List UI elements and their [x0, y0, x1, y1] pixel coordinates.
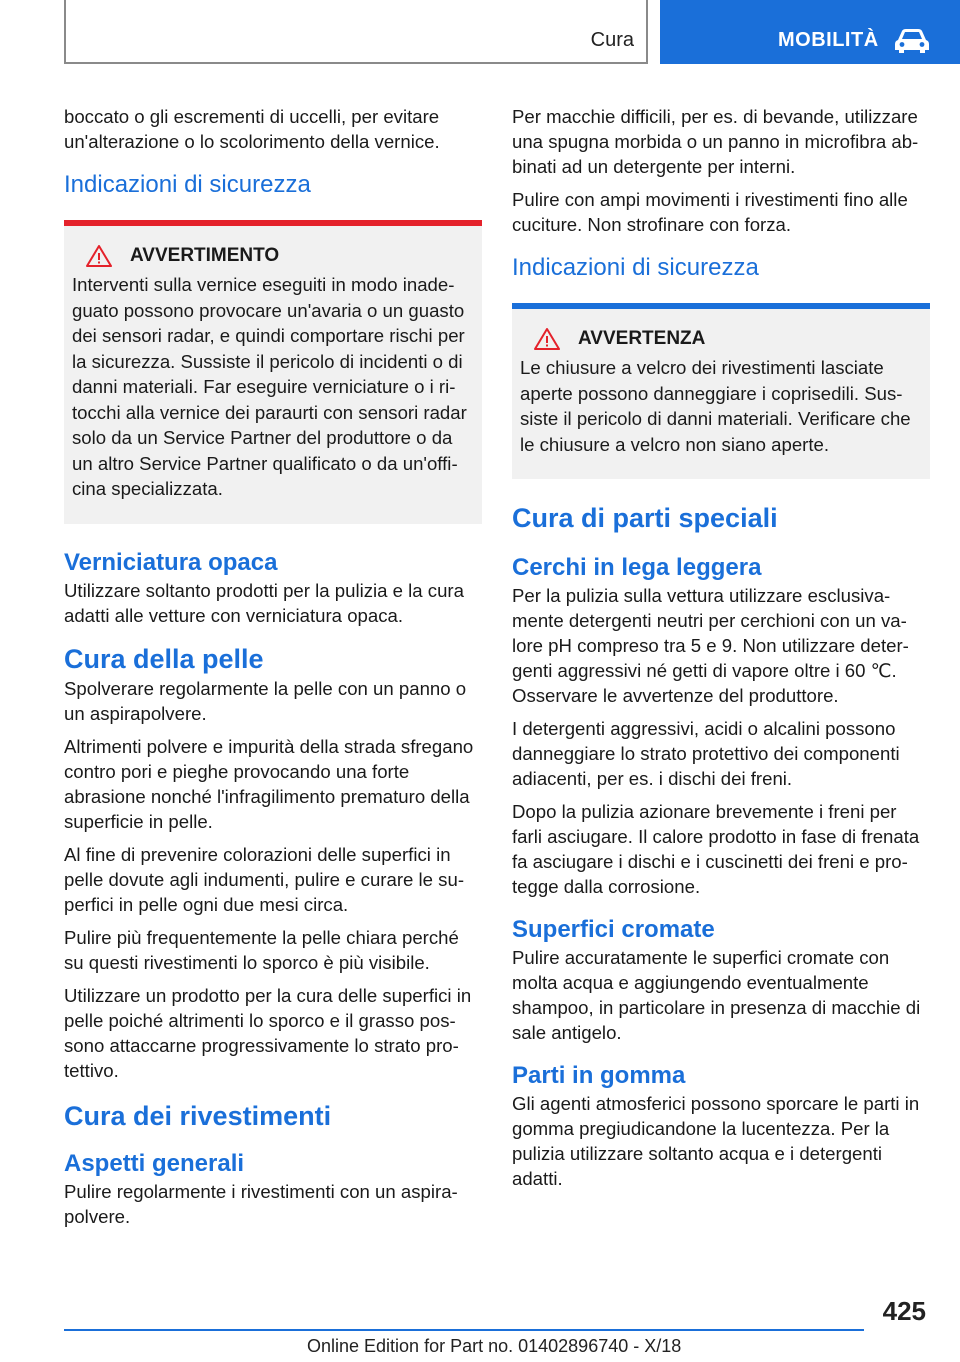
warning-triangle-icon: [534, 327, 560, 351]
stain-text: Per macchie difficili, per es. di bevande, utilizzare una spugna morbida o un panno in microfibra abbinati ad un detergente per interni.: [512, 106, 919, 177]
warning-title: AVVERTIMENTO: [130, 245, 280, 266]
leather-paragraph: Al fine di prevenire colorazioni delle superfici in pelle dovute agli indumenti, pulire e curare le superfici in pelle ogni due mesi circa.: [64, 843, 465, 915]
rims-paragraph: Per la pulizia sulla vettura utilizzare esclusivamente detergenti neutri per cerchioni con un valore pH compreso tra 5 e 9. Non utilizzare detergenti aggressivi né getti di vapore oltre i 60 ℃. Osservare le avvertenze del produttore.: [512, 585, 909, 706]
warning-title: AVVERTENZA: [578, 328, 706, 349]
matte-text: Utilizzare soltanto prodotti per la pulizia e la cura adatti alle vetture con verniciatura opaca.: [64, 579, 464, 626]
chrome-text: Pulire accuratamente le superfici cromate con molta acqua e aggiungendo eventualmente shampoo, in particolare in presenza di macchie di sale antigelo.: [512, 947, 921, 1043]
warning-box-velcro: [512, 303, 930, 479]
header-chapter-label: MOBILITÀ: [778, 29, 879, 51]
leather-paragraph: Spolverare regolarmente la pelle con un panno o un aspirapolvere.: [64, 677, 467, 724]
rims-paragraph: I detergenti aggressivi, acidi o alcalini possono danneggiare lo strato protettivo dei componenti adiacenti, per es. i dischi dei freni.: [512, 718, 900, 789]
warning-triangle-icon: [86, 244, 112, 268]
chrome-heading: Superfici cromate: [512, 916, 715, 943]
leather-paragraph: Utilizzare un prodotto per la cura delle superfici in pelle poiché altrimenti lo sporco e il grasso possono attaccarne progressivamente lo strato protettivo.: [64, 984, 472, 1081]
header-section-box: [64, 0, 648, 64]
safety-heading: Indicazioni di sicurezza: [64, 171, 311, 198]
rubber-heading: Parti in gomma: [512, 1062, 686, 1089]
safety-heading-2: Indicazioni di sicurezza: [512, 254, 759, 281]
leather-heading: Cura della pelle: [64, 643, 264, 674]
intro-text: boccato o gli escrementi di uccelli, per evitare un'alterazione o lo scolorimento della vernice.: [64, 106, 440, 152]
car-icon: [892, 26, 932, 54]
rims-heading: Cerchi in lega leggera: [512, 554, 762, 581]
warning-title-row: [520, 327, 922, 351]
footer-edition: Online Edition for Part no. 01402896740 - X/18: [307, 1336, 682, 1356]
general-heading: Aspetti generali: [64, 1149, 245, 1177]
general-text: Pulire regolarmente i rivestimenti con un aspirapolvere.: [64, 1180, 458, 1227]
wipe-text: Pulire con ampi movimenti i rivestimenti fino alle cuciture. Non strofinare con forza.: [512, 189, 908, 235]
rubber-text: Gli agenti atmosferici possono sporcare le parti in gomma pregiudicandone la lucentezza. Per la pulizia utilizzare soltanto acqua e i detergenti adatti.: [512, 1093, 920, 1189]
warning-text: Le chiusure a velcro dei rivestimenti lasciate aperte possono danneggiare i coprisedili. Sussiste il pericolo di danni materiali. Verificare che le chiusure a velcro non siano aperte.: [520, 357, 911, 455]
warning-box-paint: [64, 220, 482, 524]
leather-paragraph: Pulire più frequentemente la pelle chiara perché su questi rivestimenti lo sporco è più visibile.: [64, 926, 459, 973]
footer-divider: [64, 1329, 864, 1331]
matte-heading: Verniciatura opaca: [64, 548, 278, 576]
warning-text: Interventi sulla vernice eseguiti in modo inadeguato possono provocare un'avaria o un guasto dei sensori radar, e quindi comportare rischi per la sicurezza. Sussiste il pericolo di incidenti o di danni materiali. Far eseguire verniciature o i ritocchi alla vernice dei paraurti con sensori radar solo da un Service Partner del produttore o da un altro Service Partner qualificato o da un'officina specializzata.: [72, 274, 467, 499]
rims-paragraph: Dopo la pulizia azionare brevemente i freni per farli asciugare. Il calore prodotto in fase di frenata fa asciugare i dischi e i cuscinetti dei freni e protegge dalla corrosione.: [512, 801, 920, 897]
right-column: [512, 104, 930, 1199]
header-chapter-tab[interactable]: [660, 0, 960, 64]
page-number: 425: [882, 1296, 926, 1326]
leather-paragraph: Altrimenti polvere e impurità della strada sfregano contro pori e pieghe provocando una forte abrasione nonché l'infragilimento prematuro della superficie in pelle.: [64, 735, 474, 832]
upholstery-heading: Cura dei rivestimenti: [64, 1100, 332, 1131]
special-parts-heading: Cura di parti speciali: [512, 503, 778, 533]
warning-title-row: [72, 244, 474, 268]
header-section-title: Cura: [590, 29, 634, 51]
left-column: [64, 104, 482, 1237]
